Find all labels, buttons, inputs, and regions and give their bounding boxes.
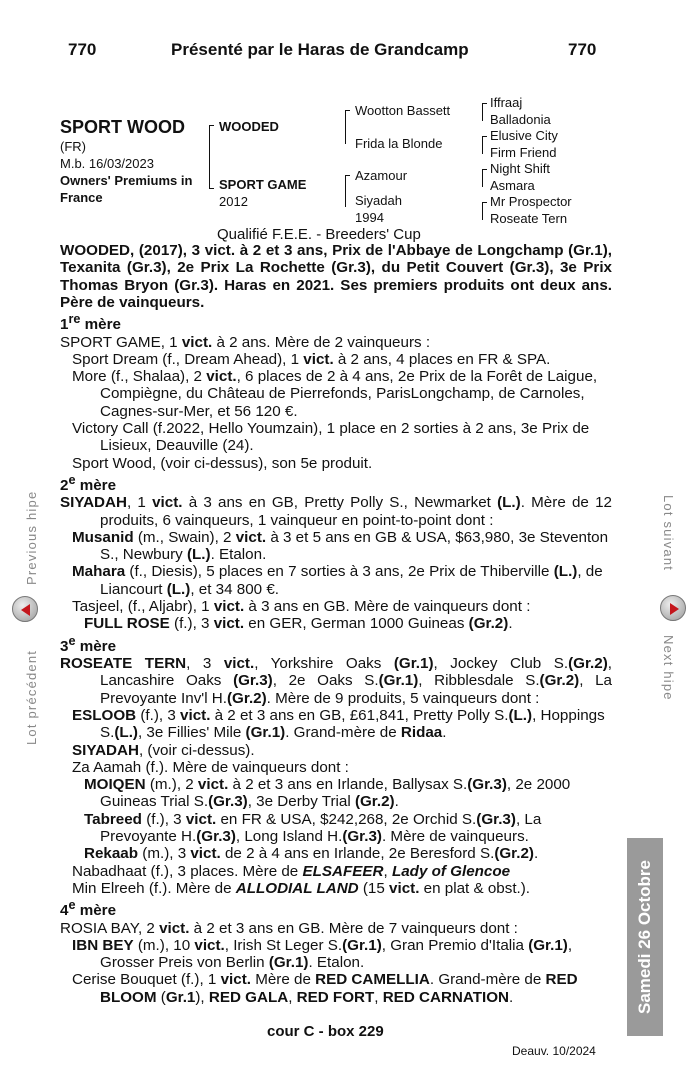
produce-entry: Sport Wood, (voir ci-dessus), son 5e produit. <box>72 454 373 472</box>
produce-entry: Sport Dream (f., Dream Ahead), 1 vict. à 2 ans, 4 places en FR & SPA. <box>72 350 551 368</box>
sale-reference: Deauv. 10/2024 <box>512 1044 596 1058</box>
dam-3-entry: ROSEATE TERN, 3 vict., Yorkshire Oaks (Gr.1), Jockey Club S.(Gr.2), Lancashire Oaks (Gr.3), 2e Oaks S.(Gr.1), Ribblesdale S.(Gr.2), La Prevoyante Inv'l H.(Gr.2). Mère de 9 produits, 5 vainqueurs dont : <box>60 655 613 707</box>
produce-entry: IBN BEY (m.), 10 vict., Irish St Leger S.(Gr.1), Gran Premio d'Italia (Gr.1), Grosser Preis von Berlin (Gr.1). Etalon. <box>72 936 573 972</box>
produce-entry: SIYADAH, (voir ci-dessus). <box>72 741 255 759</box>
previous-arrow-button[interactable] <box>12 596 38 622</box>
next-lot-label[interactable]: Lot suivant <box>661 495 676 572</box>
section-dam-1: 1re mère <box>60 312 121 334</box>
arrow-right-icon <box>665 600 683 618</box>
pedigree-dd: Siyadah <box>355 193 402 208</box>
section-dam-2: 2e mère <box>60 472 117 494</box>
arrow-left-icon <box>17 601 35 619</box>
previous-lot-nav[interactable] <box>8 480 56 750</box>
produce-entry: ESLOOB (f.), 3 vict. à 2 et 3 ans en GB, £61,841, Pretty Polly S.(L.), Hoppings S.(L.), 3e Fillies' Mile (Gr.1). Grand-mère de Ridaa. <box>72 706 605 742</box>
produce-entry: Musanid (m., Swain), 2 vict. à 3 et 5 ans en GB & USA, $63,980, 3e Steventon S., Newbury (L.). Etalon. <box>72 528 609 564</box>
pedigree-ds: Azamour <box>355 168 408 183</box>
premium-line-2: France <box>60 190 103 205</box>
pedigree-sss: Iffraaj <box>490 95 523 110</box>
produce-entry: MOIQEN (m.), 2 vict. à 2 et 3 ans en Irlande, Ballysax S.(Gr.3), 2e 2000 Guineas Trial S.(Gr.3), 3e Derby Trial (Gr.2). <box>84 776 571 811</box>
pedigree-bracket-3c <box>482 169 487 187</box>
produce-entry: FULL ROSE (f.), 3 vict. en GER, German 1000 Guineas (Gr.2). <box>84 615 513 633</box>
pedigree-sds: Elusive City <box>490 128 558 143</box>
produce-entry: Mahara (f., Diesis), 5 places en 7 sorties à 3 ans, 2e Prix de Thiberville (L.), de Liancourt (L.), et 34 800 €. <box>72 563 603 598</box>
dam-2-entry: SIYADAH, 1 vict. à 3 ans en GB, Pretty Polly S., Newmarket (L.). Mère de 12 produits, 6 vainqueurs, 1 vainqueur en point-to-point dont : <box>60 494 612 529</box>
pedigree-bracket-3a <box>482 103 487 121</box>
pedigree-dsd: Asmara <box>490 178 535 193</box>
sale-date-tab <box>627 838 663 1036</box>
sire-description: WOODED, (2017), 3 vict. à 2 et 3 ans, Prix de l'Abbaye de Longchamp (Gr.1), Texanita (Gr.3), 2e Prix La Rochette (Gr.3), du Petit Couvert (Gr.3), 3e Prix Thomas Bryon (Gr.3). Haras en 2021. Ses premiers produits ont deux ans. Père de vainqueurs. <box>60 242 612 311</box>
pedigree-ssd: Balladonia <box>490 112 551 127</box>
pedigree-sdd: Firm Friend <box>490 145 557 160</box>
dam-4-entry: ROSIA BAY, 2 vict. à 2 et 3 ans en GB. Mère de 7 vainqueurs dont : <box>60 919 518 937</box>
pedigree-sd: Frida la Blonde <box>355 136 443 151</box>
section-dam-3: 3e mère <box>60 633 117 655</box>
pedigree-ss: Wootton Bassett <box>355 103 451 118</box>
lot-number-right: 770 <box>568 40 597 59</box>
produce-entry: Cerise Bouquet (f.), 1 vict. Mère de RED CAMELLIA. Grand-mère de RED BLOOM (Gr.1), RED GALA, RED FORT, RED CARNATION. <box>72 971 578 1006</box>
next-arrow-button[interactable] <box>660 595 686 621</box>
next-hipe-label[interactable]: Next hipe <box>661 635 676 701</box>
horse-birth: M.b. 16/03/2023 <box>60 156 154 171</box>
produce-entry: Za Aamah (f.). Mère de vainqueurs dont : <box>72 758 349 776</box>
pedigree-bracket-3d <box>482 202 487 220</box>
catalogue-body <box>60 242 612 1006</box>
produce-entry: Rekaab (m.), 3 vict. de 2 à 4 ans en Irlande, 2e Beresford S.(Gr.2). <box>84 845 539 863</box>
pedigree-dss: Night Shift <box>490 161 550 176</box>
produce-entry: Tasjeel, (f., Aljabr), 1 vict. à 3 ans en GB. Mère de vainqueurs dont : <box>72 598 531 616</box>
presenter-title: Présenté par le Haras de Grandcamp <box>171 40 469 59</box>
dam-1-entry: SPORT GAME, 1 vict. à 2 ans. Mère de 2 vainqueurs : <box>60 333 431 351</box>
section-dam-4: 4e mère <box>60 898 117 920</box>
pedigree-dds: Mr Prospector <box>490 194 572 209</box>
pedigree-ddd: Roseate Tern <box>490 211 568 226</box>
pedigree-bracket-2b <box>345 175 350 207</box>
produce-entry: Min Elreeh (f.). Mère de ALLODIAL LAND (15 vict. en plat & obst.). <box>72 879 531 897</box>
horse-name: SPORT WOOD <box>60 117 185 137</box>
pedigree-bracket-1b <box>209 160 214 189</box>
produce-entry: Tabreed (f.), 3 vict. en FR & USA, $242,268, 2e Orchid S.(Gr.3), La Prevoyante H.(Gr.3), Long Island H.(Gr.3). Mère de vainqueurs. <box>84 810 542 845</box>
pedigree-bracket-2a <box>345 110 350 144</box>
produce-entry: Nabadhaat (f.), 3 places. Mère de ELSAFEER, Lady of Glencoe <box>72 862 511 880</box>
previous-lot-label[interactable]: Lot précédent <box>24 649 39 745</box>
pedigree-dd-year: 1994 <box>355 210 384 225</box>
horse-country: (FR) <box>60 139 86 154</box>
premium-line-1: Owners' Premiums in <box>60 173 193 188</box>
qualification: Qualifié F.E.E. - Breeders' Cup <box>217 226 421 243</box>
pedigree-bracket-3b <box>482 136 487 154</box>
previous-hipe-label[interactable]: Previous hipe <box>24 490 39 585</box>
produce-entry: Victory Call (f.2022, Hello Youmzain), 1 place en 2 sorties à 2 ans, 3e Prix de Lisieux, Deauville (24). <box>72 420 590 455</box>
next-lot-nav[interactable] <box>650 490 698 720</box>
pedigree-dam-year: 2012 <box>219 194 248 209</box>
lot-number: 770 <box>68 40 97 59</box>
produce-entry: More (f., Shalaa), 2 vict., 6 places de 2 à 4 ans, 2e Prix de la Forêt de Laigue, Compiègne, du Château de Pierrefonds, ParisLongchamp, de Carnoles, Cagnes-sur-Mer, et 56 120 €. <box>72 368 598 420</box>
pedigree-sire: WOODED <box>219 119 279 134</box>
sale-date: Samedi 26 Octobre <box>635 859 654 1015</box>
pedigree-dam: SPORT GAME <box>219 177 307 192</box>
box-location: cour C - box 229 <box>267 1023 384 1040</box>
